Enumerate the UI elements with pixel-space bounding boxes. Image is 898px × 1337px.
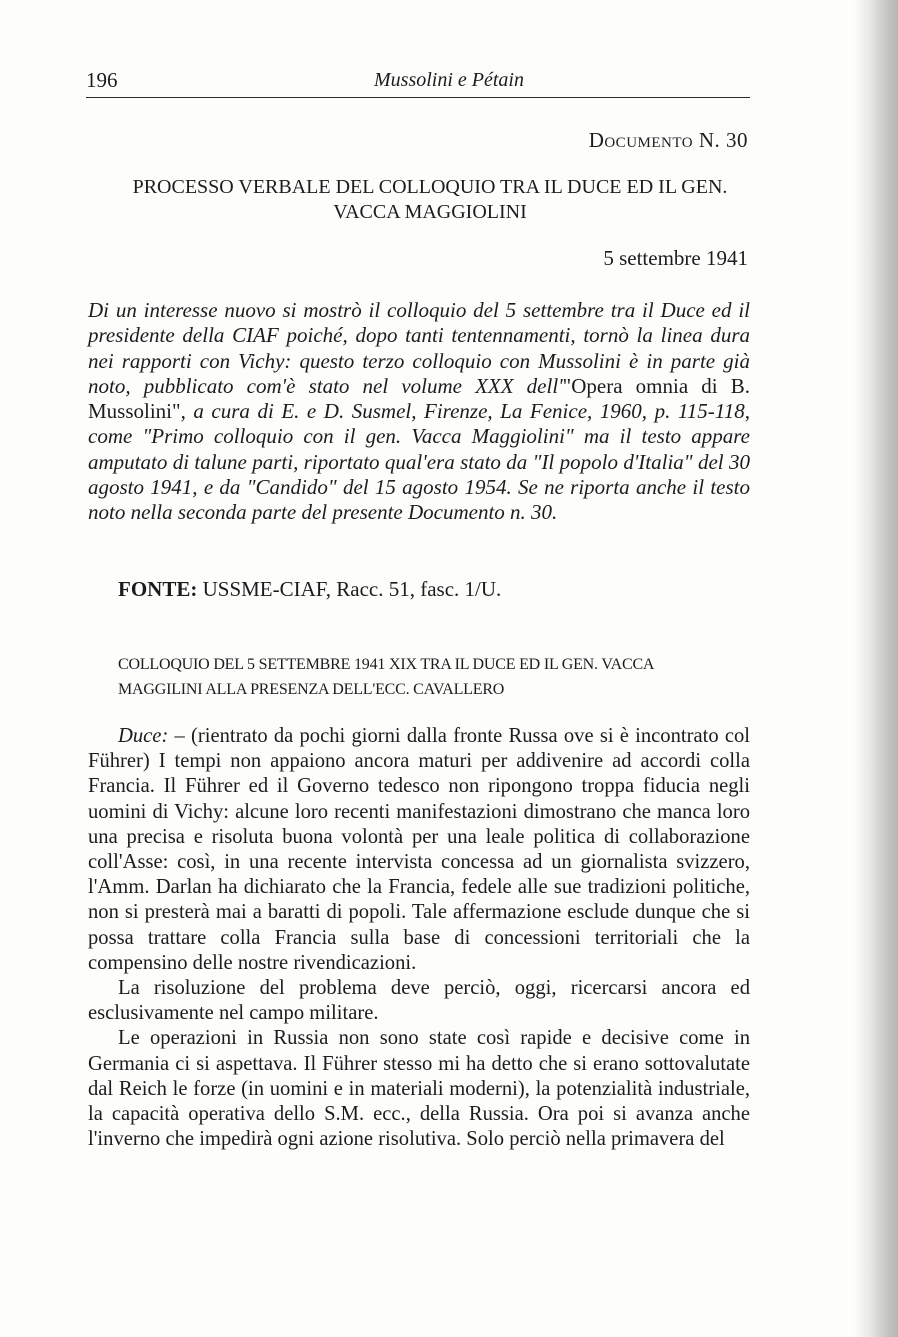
header-rule <box>86 97 750 98</box>
intro-text-upright: "Opera omnia di B. Mussolini" <box>88 373 750 424</box>
source-line <box>118 577 501 602</box>
paragraph-text: – (rientrato da pochi giorni dalla fronte Russa ove si è incontrato col Führer) I tempi non appaiono ancora maturi per addivenire ad accordi colla Francia. Il Führer ed il Governo tedesco non ripongono troppa fiducia negli uomini di Vichy: alcune loro recenti manifestazioni dimostrano che manca loro una precisa e risoluta buona volontà per una leale politica di collaborazione coll'Asse: così, in una recente intervista concessa ad un giornalista svizzero, l'Amm. Darlan ha dichiarato che la Francia, fedele alle sue tradizioni politiche, non si presterà mai a baratti di popoli. Tale affermazione esclude dunque che si possa trattare colla Francia sulla base di concessioni territoriali che la compensino delle nostre rivendicazioni. <box>88 725 750 974</box>
speaker-label: Duce: <box>118 725 169 747</box>
source-text: USSME-CIAF, Racc. 51, fasc. 1/U. <box>202 577 502 601</box>
page-number: 196 <box>86 68 118 92</box>
paragraph: La risoluzione del problema deve perciò, oggi, ricercarsi ancora ed esclusivamente nel campo militare. <box>88 977 750 1025</box>
document-title: PROCESSO VERBALE DEL COLLOQUIO TRA IL DUCE ED IL GEN. VACCA MAGGIOLINI <box>132 176 728 223</box>
colloquio-title: COLLOQUIO DEL 5 SETTEMBRE 1941 XIX TRA IL DUCE ED IL GEN. VACCA MAGGILINI ALLA PRESENZA DELL'ECC. CAVALLERO <box>118 656 654 698</box>
document-number: Documento N. 30 <box>588 128 748 152</box>
intro-text-after: , a cura di E. e D. Susmel, Firenze, La Fenice, 1960, p. 115-118, come "Primo colloquio con il gen. Vacca Maggiolini" ma il testo appare amputato di talune parti, riportato qual'era stato da "Il popolo d'Italia" del 30 agosto 1941, e da "Candido" del 15 agosto 1954. Se ne riporta anche il testo noto nella seconda parte del presente Documento n. 30. <box>88 399 750 525</box>
intro-paragraph <box>88 298 750 526</box>
intro-text-before: Di un interesse nuovo si mostrò il colloquio del 5 settembre tra il Duce ed il presidente della CIAF poiché, dopo tanti tentennamenti, tornò la linea dura nei rapporti con Vichy: questo terzo colloquio con Mussolini è in parte già noto, pubblicato com'è stato nel volume XXX dell' <box>88 298 750 398</box>
book-spine-shadow <box>854 0 898 1337</box>
document-date: 5 settembre 1941 <box>603 246 748 270</box>
running-title: Mussolini e Pétain <box>374 69 524 91</box>
body-text <box>88 724 750 1152</box>
paragraph: Le operazioni in Russia non sono state così rapide e decisive come in Germania ci si aspettava. Il Führer stesso mi ha detto che si erano sottovalutate dal Reich le forze (in uomini e in materiali moderni), la potenzialità industriale, la capacità operativa dello S.M. ecc., della Russia. Ora poi si avanza anche l'inverno che impedirà ogni azione risolutiva. Solo perciò nella primavera del <box>88 1027 750 1151</box>
source-label: FONTE: <box>118 577 198 601</box>
paragraph <box>88 724 750 976</box>
